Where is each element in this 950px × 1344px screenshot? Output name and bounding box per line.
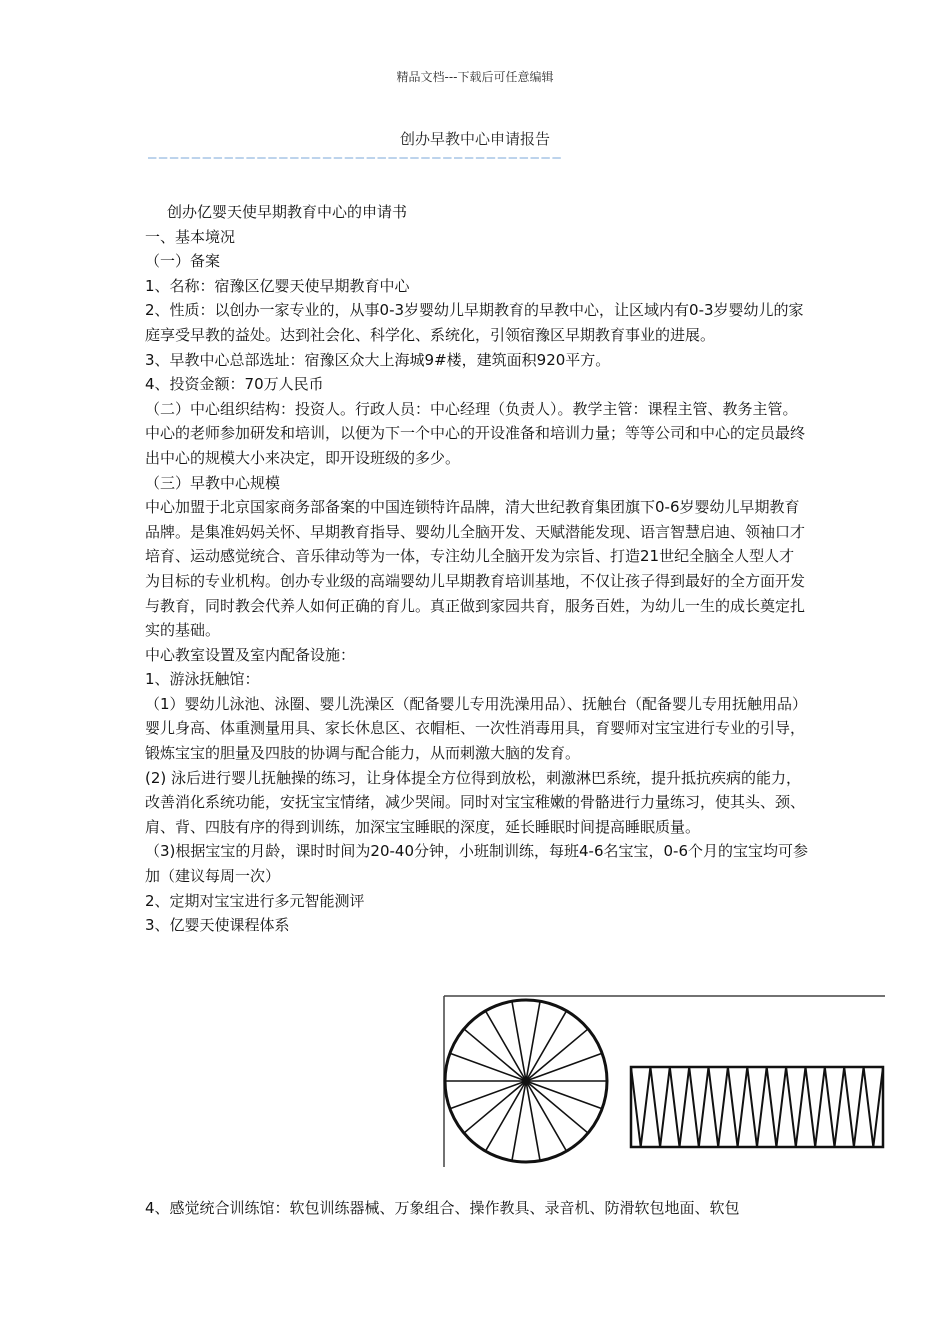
paragraph: （二）中心组织结构：投资人。行政人员：中心经理（负责人）。教学主管：课程主管、教务主管。中心的老师参加研发和培训，以便为下一个中心的开设准备和培训力量；等等公司和中心的定员最终出中心的规模大小来决定，即开设班级的多少。 <box>145 399 806 467</box>
page-header: 精品文档---下载后可任意编辑 <box>396 70 554 84</box>
paragraph: 2、定期对宝宝进行多元智能测评 <box>145 891 365 910</box>
paragraph: 3、亿婴天使课程体系 <box>145 916 290 935</box>
wheel-spoke <box>450 1081 526 1109</box>
paragraph: （1）婴幼儿泳池、泳圈、婴儿洗澡区（配备婴儿专用洗澡用品）、抚触台（配备婴儿专用抚触用品）婴儿身高、体重测量用具、家长休息区、衣帽柜、一次性消毒用具，育婴师对宝宝进行专业的引导，锻炼宝宝的胆量及四肢的协调与配合能力，从而刺激大脑的发育。 <box>145 694 808 763</box>
subsection-heading: （三）早教中心规模 <box>145 473 281 492</box>
paragraph: 3、早教中心总部选址：宿豫区众大上海城9#楼，建筑面积920平方。 <box>145 350 611 369</box>
paragraph: 4、投资金额：70万人民币 <box>145 375 324 394</box>
wheel-spoke <box>526 1081 602 1109</box>
wheel-spoke <box>526 1029 588 1081</box>
paragraph: 1、游泳抚触馆： <box>145 670 260 689</box>
paragraph: (2) 泳后进行婴儿抚触操的练习，让身体提全方位得到放松，刺激淋巴系统，提升抵抗疾病的能力，改善消化系统功能，安抚宝宝情绪，减少哭闹。同时对宝宝稚嫩的骨骼进行力量练习，使其头、颈、肩、背、四肢有序的得到训练，加深宝宝睡眠的深度，延长睡眠时间提高睡眠质量。 <box>145 768 806 836</box>
paragraph: 中心加盟于北京国家商务部备案的中国连锁特许品牌，清大世纪教育集团旗下0-6岁婴幼儿早期教育品牌。是集准妈妈关怀、早期教育指导、婴幼儿全脑开发、天赋潜能发现、语言智慧启迪、领袖口才培育、运动感觉统合、音乐律动等为一体，专注幼儿全脑开发为宗旨、打造21世纪全脑全人型人才为目标的专业机构。创办专业级的高端婴幼儿早期教育培训基地，不仅让孩子得到最好的全方面开发与教育，同时教会代养人如何正确的育儿。真正做到家园共育，服务百姓，为幼儿一生的成长奠定扎实的基础。 <box>145 498 806 640</box>
wheel-spoke <box>526 1081 588 1133</box>
document-title: 创办早教中心申请报告 <box>399 130 550 148</box>
wheel-graphic <box>445 1000 607 1162</box>
wheel-spoke <box>464 1029 526 1081</box>
wheel-spoke <box>526 1053 602 1081</box>
document-body <box>145 200 808 938</box>
section-heading: 一、基本境况 <box>145 227 236 246</box>
application-heading: 创办亿婴天使早期教育中心的申请书 <box>167 203 408 221</box>
subsection-heading: （一）备案 <box>145 252 221 271</box>
zigzag-graphic <box>631 1067 883 1147</box>
paragraph: （3)根据宝宝的月龄，课时时间为20-40分钟，小班制训练，每班4-6名宝宝，0-6个月的宝宝均可参加（建议每周一次） <box>145 842 808 886</box>
paragraph: 中心教室设置及室内配备设施： <box>145 645 356 664</box>
paragraph: 1、名称：宿豫区亿婴天使早期教育中心 <box>145 276 410 295</box>
curriculum-figure <box>441 995 885 1167</box>
paragraph: 4、感觉统合训练馆：软包训练器械、万象组合、操作教具、录音机、防滑软包地面、软包 <box>145 1199 740 1217</box>
paragraph: 2、性质：以创办一家专业的，从事0-3岁婴幼儿早期教育的早教中心，让区域内有0-3岁婴幼儿的家庭享受早教的益处。达到社会化、科学化、系统化，引领宿豫区早期教育事业的进展。 <box>145 301 804 344</box>
wheel-spoke <box>450 1053 526 1081</box>
zigzag-line <box>631 1067 883 1147</box>
title-divider: —————————————————————————————————————— <box>148 150 564 166</box>
wheel-spoke <box>464 1081 526 1133</box>
